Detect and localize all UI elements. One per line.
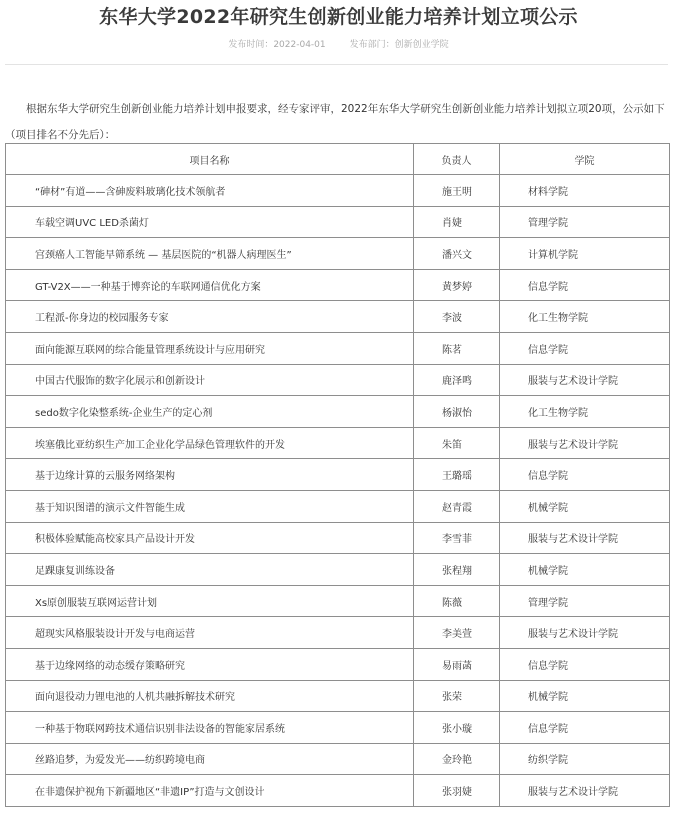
leader-cell: 李美萱 [414, 617, 500, 649]
project-name-cell: Xs原创服装互联网运营计划 [6, 585, 414, 617]
table-row [6, 743, 670, 775]
leader-cell: 金玲艳 [414, 743, 500, 775]
header-leader: 负责人 [414, 144, 500, 175]
college-cell: 服装与艺术设计学院 [500, 617, 670, 649]
table-row [6, 585, 670, 617]
publish-date: 2022-04-01 [273, 40, 326, 50]
college-cell: 信息学院 [500, 712, 670, 744]
leader-cell: 张荣 [414, 680, 500, 712]
college-cell: 信息学院 [500, 648, 670, 680]
table-row [6, 301, 670, 333]
table-row [6, 332, 670, 364]
college-cell: 信息学院 [500, 269, 670, 301]
leader-cell: 施王明 [414, 175, 500, 207]
table-row [6, 396, 670, 428]
project-name-cell: 埃塞俄比亚纺织生产加工企业化学品绿色管理软件的开发 [6, 427, 414, 459]
leader-cell: 易雨菡 [414, 648, 500, 680]
title-divider [5, 64, 668, 65]
table-row [6, 175, 670, 207]
project-name-cell: 基于知识图谱的演示文件智能生成 [6, 490, 414, 522]
project-name-cell: 面向能源互联网的综合能量管理系统设计与应用研究 [6, 332, 414, 364]
project-name-cell: 积极体验赋能高校家具产品设计开发 [6, 522, 414, 554]
college-cell: 材料学院 [500, 175, 670, 207]
college-cell: 管理学院 [500, 585, 670, 617]
project-name-cell: 在非遗保护视角下新疆地区“非遗IP”打造与文创设计 [6, 775, 414, 807]
college-cell: 化工生物学院 [500, 301, 670, 333]
project-name-cell: 足踝康复训练设备 [6, 554, 414, 586]
college-cell: 服装与艺术设计学院 [500, 775, 670, 807]
college-cell: 计算机学院 [500, 238, 670, 270]
project-name-cell: 工程派-你身边的校园服务专家 [6, 301, 414, 333]
leader-cell: 陈茗 [414, 332, 500, 364]
project-name-cell: 车载空调UVC LED杀菌灯 [6, 206, 414, 238]
table-row [6, 427, 670, 459]
project-name-cell: GT-V2X——一种基于博弈论的车联网通信优化方案 [6, 269, 414, 301]
table-row [6, 522, 670, 554]
table-row [6, 554, 670, 586]
table-row [6, 238, 670, 270]
leader-cell: 鹿泽鸣 [414, 364, 500, 396]
project-name-cell: “砷材”有道——含砷废料玻璃化技术领航者 [6, 175, 414, 207]
college-cell: 机械学院 [500, 680, 670, 712]
table-row [6, 269, 670, 301]
project-name-cell: 中国古代服饰的数字化展示和创新设计 [6, 364, 414, 396]
college-cell: 信息学院 [500, 332, 670, 364]
leader-cell: 李波 [414, 301, 500, 333]
leader-cell: 黄梦婷 [414, 269, 500, 301]
table-row [6, 459, 670, 491]
table-header-row [6, 144, 670, 175]
table-row [6, 712, 670, 744]
project-table [5, 143, 670, 807]
page-title: 东华大学2022年研究生创新创业能力培养计划立项公示 [99, 6, 578, 28]
table-row [6, 775, 670, 807]
project-name-cell: 基于边缘计算的云服务网络架构 [6, 459, 414, 491]
leader-cell: 张程翔 [414, 554, 500, 586]
table-row [6, 617, 670, 649]
article-meta [0, 37, 677, 50]
leader-cell: 潘兴文 [414, 238, 500, 270]
table-row [6, 206, 670, 238]
college-cell: 服装与艺术设计学院 [500, 427, 670, 459]
leader-cell: 陈薇 [414, 585, 500, 617]
table-row [6, 364, 670, 396]
leader-cell: 赵青霞 [414, 490, 500, 522]
department-link[interactable]: 创新创业学院 [394, 40, 449, 50]
leader-cell: 杨淑怡 [414, 396, 500, 428]
college-cell: 纺织学院 [500, 743, 670, 775]
college-cell: 机械学院 [500, 490, 670, 522]
college-cell: 服装与艺术设计学院 [500, 522, 670, 554]
college-cell: 机械学院 [500, 554, 670, 586]
college-cell: 信息学院 [500, 459, 670, 491]
project-name-cell: sedo数字化染整系统-企业生产的定心剂 [6, 396, 414, 428]
project-name-cell: 宫颈癌人工智能早筛系统 — 基层医院的“机器人病理医生” [6, 238, 414, 270]
table-row [6, 680, 670, 712]
project-name-cell: 基于边缘网络的动态缓存策略研究 [6, 648, 414, 680]
leader-cell: 李雪菲 [414, 522, 500, 554]
leader-cell: 朱笛 [414, 427, 500, 459]
leader-cell: 张小璇 [414, 712, 500, 744]
leader-cell: 王璐瑶 [414, 459, 500, 491]
college-cell: 服装与艺术设计学院 [500, 364, 670, 396]
intro-paragraph: 根据东华大学研究生创新创业能力培养计划申报要求，经专家评审，2022年东华大学研究生创新创业能力培养计划拟立项20项，公示如下（项目排名不分先后）： [5, 103, 665, 141]
project-name-cell: 面向退役动力锂电池的人机共融拆解技术研究 [6, 680, 414, 712]
header-college: 学院 [500, 144, 670, 175]
college-cell: 管理学院 [500, 206, 670, 238]
college-cell: 化工生物学院 [500, 396, 670, 428]
leader-cell: 张羽婕 [414, 775, 500, 807]
project-table-body [6, 175, 670, 807]
publish-time-label: 发布时间： [228, 40, 274, 50]
department-label: 发布部门： [349, 40, 395, 50]
project-name-cell: 丝路追梦，为爱发光——纺织跨境电商 [6, 743, 414, 775]
table-row [6, 490, 670, 522]
header-project-name: 项目名称 [6, 144, 414, 175]
project-name-cell: 超现实风格服装设计开发与电商运营 [6, 617, 414, 649]
project-name-cell: 一种基于物联网跨技术通信识别非法设备的智能家居系统 [6, 712, 414, 744]
leader-cell: 肖婕 [414, 206, 500, 238]
table-row [6, 648, 670, 680]
